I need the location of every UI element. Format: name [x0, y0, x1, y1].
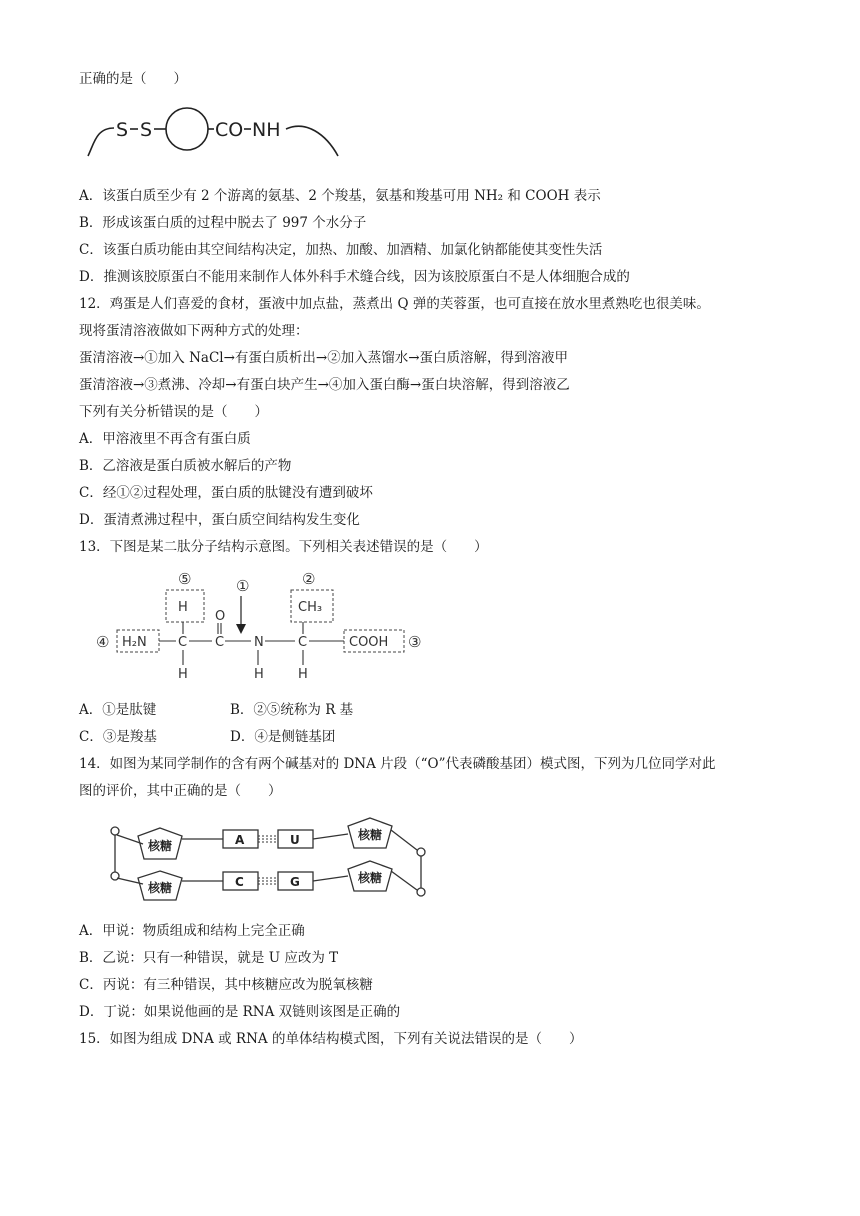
- q14-option-d: D．丁说：如果说他画的是 RNA 双链则该图是正确的: [79, 1004, 401, 1020]
- atom-h-top: H: [178, 600, 188, 615]
- q13-stem: 13．下图是某二肽分子结构示意图。下列相关表述错误的是（ ）: [79, 539, 488, 555]
- q11-stem-tail: 正确的是（ ）: [79, 71, 187, 87]
- q14-option-c: C．丙说：有三种错误，其中核糖应改为脱氧核糖: [79, 977, 373, 993]
- sulfur-atom-1: S: [116, 119, 129, 141]
- label-1: ①: [236, 577, 250, 595]
- carbonyl-label: CO: [215, 119, 244, 141]
- label-3: ③: [408, 633, 422, 651]
- q11-option-c: C．该蛋白质功能由其空间结构决定，加热、加酸、加酒精、加氯化钠都能使其变性失活: [79, 242, 603, 258]
- sugar-label-4: 核糖: [358, 871, 383, 885]
- base-u: U: [290, 833, 300, 847]
- amine-label: NH: [252, 119, 281, 141]
- q12-option-a: A．甲溶液里不再含有蛋白质: [79, 431, 251, 447]
- phosphate-3: [417, 848, 425, 856]
- atom-h-bottom-2: H: [254, 667, 264, 682]
- amino-group: H₂N: [122, 635, 147, 650]
- q12-option-d: D．蛋清煮沸过程中，蛋白质空间结构发生变化: [79, 512, 360, 528]
- phosphate-1: [111, 827, 119, 835]
- atom-c-1: C: [178, 635, 188, 650]
- q12-process-1: 蛋清溶液→①加入 NaCl→有蛋白质析出→②加入蒸馏水→蛋白质溶解，得到溶液甲: [79, 350, 569, 366]
- q13-option-a: A．①是肽键: [79, 702, 157, 718]
- q14-stem-line2: 图的评价，其中正确的是（ ）: [79, 783, 282, 799]
- methyl-group: CH₃: [298, 600, 323, 615]
- q12-question: 下列有关分析错误的是（ ）: [79, 404, 268, 420]
- sulfur-atom-2: S: [140, 119, 153, 141]
- atom-h-bottom-3: H: [298, 667, 308, 682]
- label-5: ⑤: [178, 570, 192, 588]
- sugar-label-2: 核糖: [148, 881, 173, 895]
- q12-process-2: 蛋清溶液→③煮沸、冷却→有蛋白块产生→④加入蛋白酶→蛋白块溶解，得到溶液乙: [79, 377, 570, 393]
- q12-option-b: B．乙溶液是蛋白质被水解后的产物: [79, 458, 292, 474]
- q13-option-d: D．④是侧链基团: [230, 729, 336, 745]
- q15-stem: 15．如图为组成 DNA 或 RNA 的单体结构模式图，下列有关说法错误的是（ ）: [79, 1031, 583, 1047]
- dna-fragment-diagram: [108, 816, 430, 900]
- base-a: A: [235, 833, 245, 847]
- atom-h-bottom-1: H: [178, 667, 188, 682]
- q14-option-b: B．乙说：只有一种错误，就是 U 应改为 T: [79, 950, 339, 966]
- base-c: C: [235, 875, 244, 889]
- ring-shape: [166, 108, 208, 150]
- phosphate-4: [417, 888, 425, 896]
- atom-c-2: C: [215, 635, 225, 650]
- atom-o: O: [215, 609, 226, 624]
- q12-stem-line1: 12．鸡蛋是人们喜爱的食材，蛋液中加点盐，蒸煮出 Q 弹的芙蓉蛋，也可直接在放水里煮熟吃也很美味。: [79, 296, 710, 312]
- sugar-label-3: 核糖: [358, 828, 383, 842]
- q14-stem-line1: 14．如图为某同学制作的含有两个碱基对的 DNA 片段（“O”代表磷酸基团）模式图，下列为几位同学对此: [79, 756, 716, 772]
- dipeptide-structure-diagram: [94, 568, 434, 683]
- protein-structure-diagram: [86, 106, 346, 162]
- q12-stem-line2: 现将蛋清溶液做如下两种方式的处理：: [79, 323, 309, 339]
- q13-option-b: B．②⑤统称为 R 基: [230, 702, 354, 718]
- base-g: G: [290, 875, 300, 889]
- q11-option-a: A．该蛋白质至少有 2 个游离的氨基、2 个羧基，氨基和羧基可用 NH₂ 和 COOH 表示: [79, 188, 601, 204]
- sugar-label-1: 核糖: [148, 839, 173, 853]
- q13-option-c: C．③是羧基: [79, 729, 157, 745]
- q11-option-b: B．形成该蛋白质的过程中脱去了 997 个水分子: [79, 215, 367, 231]
- q11-option-d: D．推测该胶原蛋白不能用来制作人体外科手术缝合线，因为该胶原蛋白不是人体细胞合成的: [79, 269, 630, 285]
- label-2: ②: [302, 570, 316, 588]
- atom-n: N: [254, 635, 264, 650]
- q12-option-c: C．经①②过程处理，蛋白质的肽键没有遭到破坏: [79, 485, 373, 501]
- atom-c-3: C: [298, 635, 308, 650]
- label-4: ④: [96, 633, 110, 651]
- carboxyl-group: COOH: [349, 635, 389, 650]
- q14-option-a: A．甲说：物质组成和结构上完全正确: [79, 923, 305, 939]
